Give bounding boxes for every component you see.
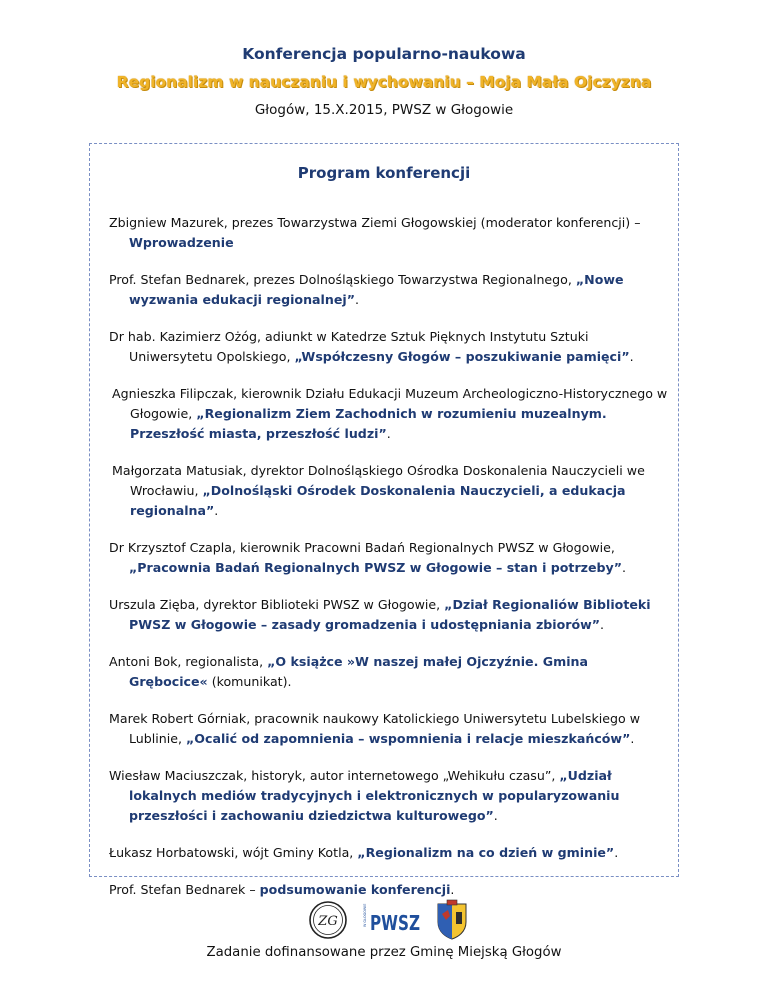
talk-title: „Dział Regionaliów Biblioteki PWSZ w Głogowie – zasady gromadzenia i udostępniania zbiorów” — [129, 597, 651, 632]
talk-title: „Regionalizm na co dzień w gminie” — [357, 845, 615, 860]
program-entry: Łukasz Horbatowski, wójt Gminy Kotla, „Regionalizm na co dzień w gminie”. — [109, 845, 619, 860]
talk-title: „Pracownia Badań Regionalnych PWSZ w Głogowie – stan i potrzeby” — [129, 560, 623, 575]
funding-note: Zadanie dofinansowane przez Gminę Miejską Głogów — [206, 945, 562, 960]
talk-title: „O książce »W naszej małej Ojczyźnie. Gmina Grębocice« — [129, 654, 588, 689]
program-entry: Dr Krzysztof Czapla, kierownik Pracowni Badań Regionalnych PWSZ w Głogowie, „Pracownia Badań Regionalnych PWSZ w Głogowie – stan i potrzeby”. — [109, 540, 627, 575]
conference-subtitle: Regionalizm w nauczaniu i wychowaniu – Moja Mała Ojczyzna — [116, 73, 652, 91]
program-entry: Prof. Stefan Bednarek, prezes Dolnośląskiego Towarzystwa Regionalnego, „Nowe wyzwania edukacji regionalnej”. — [109, 272, 624, 307]
conference-date-place: Głogów, 15.X.2015, PWSZ w Głogowie — [254, 102, 514, 118]
talk-title: „Współczesny Głogów – poszukiwanie pamięci” — [294, 349, 630, 364]
program-entry: Zbigniew Mazurek, prezes Towarzystwa Ziemi Głogowskiej (moderator konferencji) – Wprowadzenie — [109, 215, 641, 250]
program-entry: Małgorzata Matusiak, dyrektor Dolnośląskiego Ośrodka Doskonalenia Nauczycieli we Wrocławiu, „Dolnośląski Ośrodek Doskonalenia Nauczycieli, a edukacja regionalna”. — [112, 463, 645, 518]
program-entry: Marek Robert Górniak, pracownik naukowy Katolickiego Uniwersytetu Lubelskiego w Lublinie, „Ocalić od zapomnienia – wspomnienia i relacje mieszkańców”. — [109, 711, 641, 746]
program-entry: Agnieszka Filipczak, kierownik Działu Edukacji Muzeum Archeologiczno-Historycznego w Głogowie, „Regionalizm Ziem Zachodnich w rozumieniu muzealnym. Przeszłość miasta, przeszłość ludzi”. — [112, 386, 668, 441]
city-crest-icon — [436, 900, 468, 940]
pwsz-logo — [362, 903, 422, 937]
talk-title: podsumowanie konferencji — [259, 882, 451, 897]
talk-title: „Ocalić od zapomnienia – wspomnienia i relacje mieszkańców” — [186, 731, 631, 746]
pwsz-logo-side-text: W GŁOGOWIE — [363, 903, 367, 927]
program-entry: Prof. Stefan Bednarek – podsumowanie konferencji. — [109, 882, 455, 897]
zg-logo-text: ZG — [318, 914, 338, 929]
program-entries — [109, 213, 671, 917]
program-entry: Antoni Bok, regionalista, „O książce »W naszej małej Ojczyźnie. Gmina Grębocice« (komunikat). — [109, 654, 588, 689]
sponsor-logos — [308, 898, 468, 942]
talk-title: „Regionalizm Ziem Zachodnich w rozumieniu muzealnym. Przeszłość miasta, przeszłość ludzi” — [130, 406, 607, 441]
talk-title: Wprowadzenie — [129, 235, 234, 250]
talk-title: „Udział lokalnych mediów tradycyjnych i elektronicznych w popularyzowaniu przeszłości i zachowaniu dziedzictwa kulturowego” — [129, 768, 620, 823]
program-entry: Dr hab. Kazimierz Ożóg, adiunkt w Katedrze Sztuk Pięknych Instytutu Sztuki Uniwersytetu Opolskiego, „Współczesny Głogów – poszukiwanie pamięci”. — [109, 329, 634, 364]
pwsz-logo-text: PWSZ — [370, 911, 420, 935]
talk-title: „Dolnośląski Ośrodek Doskonalenia Nauczycieli, a edukacja regionalna” — [130, 483, 626, 518]
program-entry: Wiesław Maciuszczak, historyk, autor internetowego „Wehikułu czasu”, „Udział lokalnych mediów tradycyjnych i elektronicznych w popularyzowaniu przeszłości i zachowaniu dziedzictwa kulturowego”. — [109, 768, 620, 823]
program-title: Program konferencji — [297, 164, 471, 182]
document-header — [0, 40, 768, 124]
conference-title: Konferencja popularno-naukowa — [242, 45, 526, 63]
zg-seal-logo — [308, 900, 348, 940]
talk-title: „Nowe wyzwania edukacji regionalnej” — [129, 272, 624, 307]
program-frame — [89, 143, 679, 897]
program-entry: Urszula Zięba, dyrektor Biblioteki PWSZ w Głogowie, „Dział Regionaliów Biblioteki PWSZ w Głogowie – zasady gromadzenia i udostępniania zbiorów”. — [109, 597, 651, 632]
